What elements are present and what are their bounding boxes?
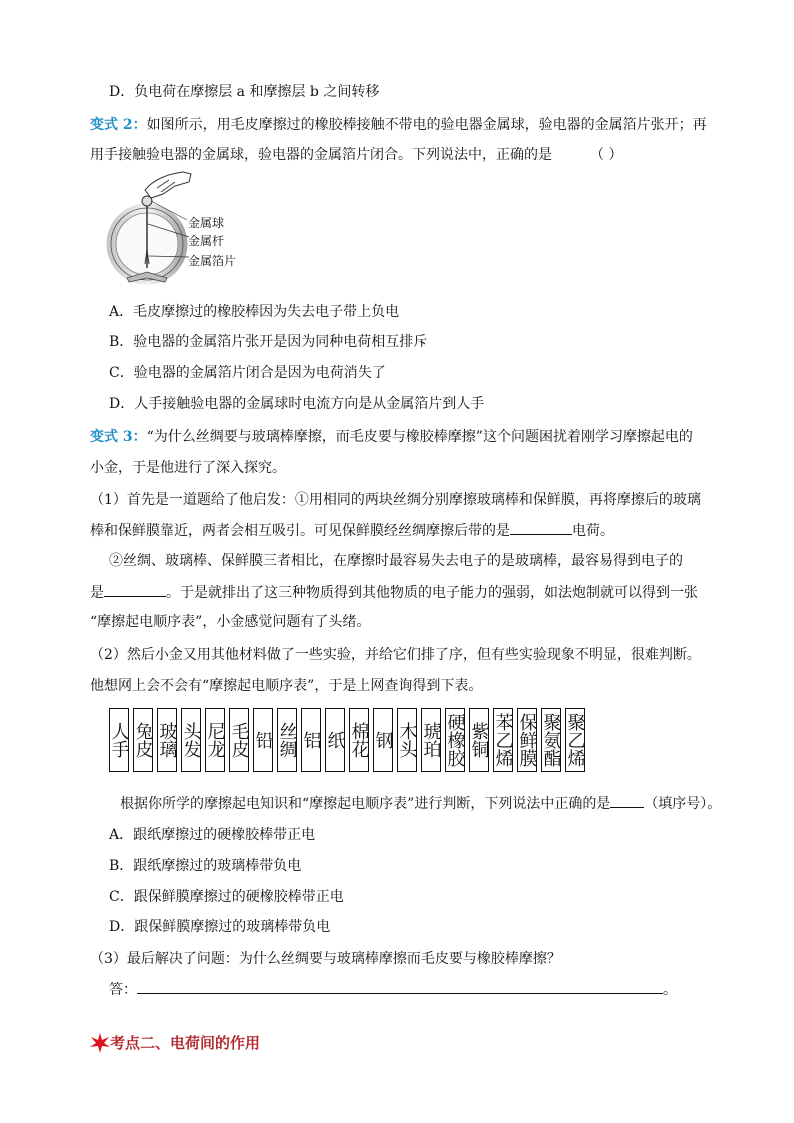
- caption-metal-rod: 金属杆: [188, 234, 225, 248]
- table-cell: 聚氨酯: [541, 708, 561, 772]
- part2-line2: 他想网上会不会有“摩擦起电顺序表”，于是上网查询得到下表。: [90, 678, 483, 694]
- variant3-option-b: B．跟纸摩擦过的玻璃棒带负电: [109, 858, 302, 874]
- variant2-line2-text: 用手接触验电器的金属球，验电器的金属箔片闭合。下列说法中，正确的是: [90, 147, 552, 163]
- red-star-icon: [90, 1033, 110, 1053]
- part2-line1: （2）然后小金又用其他材料做了一些实验，并给它们排了序，但有些实验现象不明显，很难判断。: [90, 647, 701, 663]
- variant2-option-c: C．验电器的金属箔片闭合是因为电荷消失了: [109, 365, 386, 381]
- variant3-option-d: D．跟保鲜膜摩擦过的玻璃棒带负电: [109, 919, 331, 935]
- table-cell: 琥珀: [421, 708, 441, 772]
- judge-end: （填序号）。: [644, 796, 722, 812]
- table-cell: 棉花: [349, 708, 369, 772]
- caption-metal-foil: 金属箔片: [188, 254, 237, 268]
- table-cell: 纸: [325, 708, 345, 772]
- table-cell: 铝: [301, 708, 321, 772]
- table-cell: 紫铜: [469, 708, 489, 772]
- part1-line3: ②丝绸、玻璃棒、保鲜膜三者相比，在摩擦时最容易失去电子的是玻璃棒，最容易得到电子的: [109, 553, 683, 569]
- triboelectric-series-table: [109, 708, 585, 774]
- variant3-line1: [90, 427, 693, 447]
- answer-line: [109, 979, 677, 1000]
- part1-line4-text: 。于是就排出了这三种物质得到其他物质的电子能力的强弱，如法炮制就可以得到一张: [166, 585, 698, 601]
- part1-line2: [90, 520, 614, 541]
- table-cell: 尼龙: [205, 708, 225, 772]
- table-cell: 硬橡胶: [445, 708, 465, 772]
- part1-line4: [90, 582, 698, 603]
- table-cell: 聚乙烯: [565, 708, 585, 772]
- table-cell: 铅: [253, 708, 273, 772]
- option-d-previous: D．负电荷在摩擦层 a 和摩擦层 b 之间转移: [109, 84, 380, 100]
- variant3-option-c: C．跟保鲜膜摩擦过的硬橡胶棒带正电: [109, 889, 344, 905]
- judge-text: 根据你所学的摩擦起电知识和“摩擦起电顺序表”进行判断，下列说法中正确的是: [120, 796, 611, 812]
- variant2-line1: [90, 115, 707, 135]
- table-cell: 钢: [373, 708, 393, 772]
- part3-question: （3）最后解决了问题：为什么丝绸要与玻璃棒摩擦而毛皮要与橡胶棒摩擦？: [90, 951, 561, 967]
- variant2-option-d: D．人手接触验电器的金属球时电流方向是从金属箔片到人手: [109, 396, 485, 412]
- variant2-option-b: B．验电器的金属箔片张开是因为同种电荷相互排斥: [109, 334, 428, 350]
- table-cell: 玻璃: [157, 708, 177, 772]
- part1-line1: （1）首先是一道题给了他启发：①用相同的两块丝绸分别摩擦玻璃棒和保鲜膜，再将摩擦后的玻璃: [90, 492, 701, 508]
- variant3-label: 变式 3：: [90, 429, 147, 445]
- blank-material[interactable]: [104, 582, 166, 597]
- part1-line2-text: 棒和保鲜膜靠近，两者会相互吸引。可见保鲜膜经丝绸摩擦后带的是: [90, 523, 510, 539]
- table-cell: 人手: [109, 708, 129, 772]
- judge-line: [120, 793, 721, 814]
- caption-metal-ball: 金属球: [188, 216, 225, 230]
- variant2-option-a: A．毛皮摩擦过的橡胶棒因为失去电子带上负电: [109, 304, 400, 320]
- answer-blank[interactable]: [137, 979, 663, 994]
- section-heading: 考点二、电荷间的作用: [110, 1034, 261, 1052]
- blank-charge-type[interactable]: [510, 520, 572, 535]
- variant2-line1-text: 如图所示，用毛皮摩擦过的橡胶棒接触不带电的验电器金属球，验电器的金属箔片张开；再: [146, 117, 707, 133]
- answer-end: 。: [663, 982, 677, 998]
- table-cell: 木头: [397, 708, 417, 772]
- table-cell: 兔皮: [133, 708, 153, 772]
- part1-line2-end: 电荷。: [572, 523, 614, 539]
- variant3-line1-text: “为什么丝绸要与玻璃棒摩擦，而毛皮要与橡胶棒摩擦”这个问题困扰着刚学习摩擦起电的: [146, 429, 693, 445]
- answer-label: 答：: [109, 982, 137, 998]
- table-cell: 苯乙烯: [493, 708, 513, 772]
- variant3-option-a: A．跟纸摩擦过的硬橡胶棒带正电: [109, 827, 316, 843]
- table-cell: 保鲜膜: [517, 708, 537, 772]
- variant2-label: 变式 2：: [90, 117, 147, 133]
- answer-paren: （ ）: [590, 147, 623, 163]
- variant2-line2: [90, 145, 622, 165]
- blank-answer-choice[interactable]: [610, 793, 644, 808]
- table-cell: 丝绸: [277, 708, 297, 772]
- table-cell: 头发: [181, 708, 201, 772]
- part1-line5: “摩擦起电顺序表”，小金感觉问题有了头绪。: [90, 614, 371, 630]
- electroscope-figure: [105, 168, 195, 288]
- part1-line4-start: 是: [90, 585, 104, 601]
- variant3-line2: 小金，于是他进行了深入探究。: [90, 460, 286, 476]
- table-cell: 毛皮: [229, 708, 249, 772]
